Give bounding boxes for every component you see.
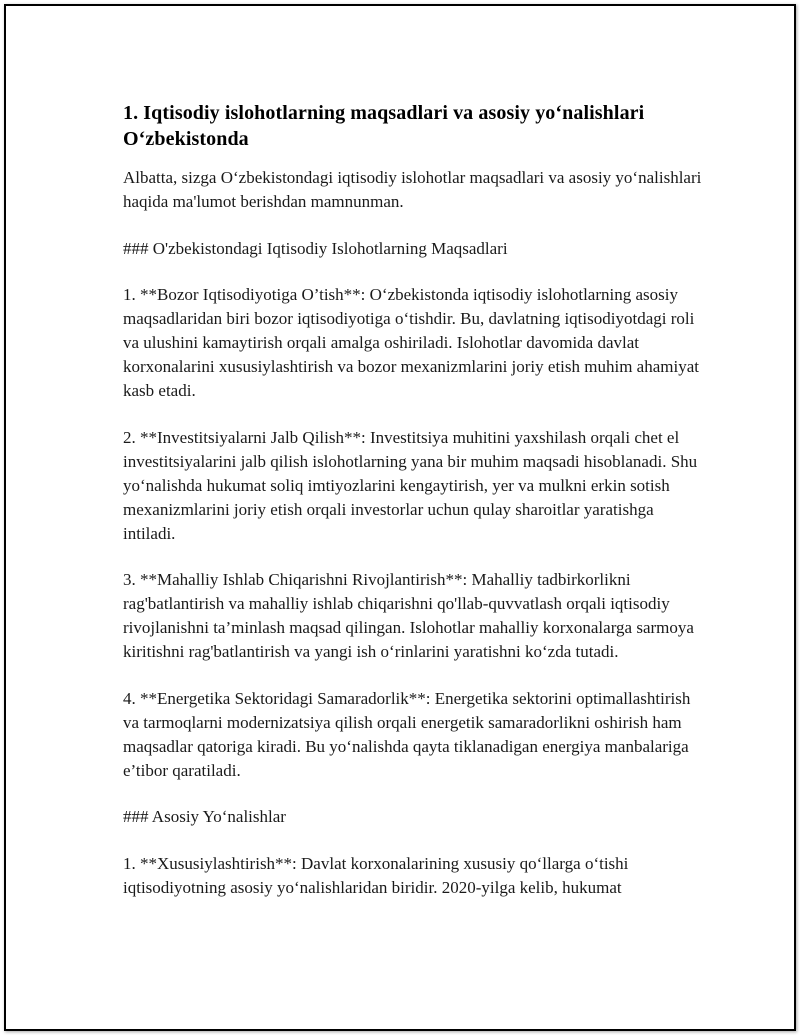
goal-item-local-production: 3. **Mahalliy Ishlab Chiqarishni Rivojlantirish**: Mahalliy tadbirkorlikni rag'batlantirish va mahalliy ishlab chiqarishni qo'llab-quvvatlash orqali iqtisodiy rivojlanishni ta’minlash maqsad qilingan. Islohotlar mahalliy korxonalarga sarmoya kiritishni rag'batlantirish va yangi ish o‘rinlarini yaratishni ko‘zda tutadi. <box>123 570 694 661</box>
section-heading-goals: ### O'zbekistondagi Iqtisodiy Islohotlarning Maqsadlari <box>123 238 508 258</box>
document-page <box>4 4 796 1031</box>
document-body <box>123 100 703 922</box>
goal-item-investments: 2. **Investitsiyalarni Jalb Qilish**: Investitsiya muhitini yaxshilash orqali chet el investitsiyalarini jalb qilish islohotlarning yana bir muhim maqsadi hisoblanadi. Shu yo‘nalishda hukumat soliq imtiyozlarini kengaytirish, yer va mulkni erkin sotish mexanizmlarini joriy etish orqali investorlar uchun qulay sharoitlar yaratishga intiladi. <box>123 427 698 543</box>
direction-item-privatization: 1. **Xususiylashtirish**: Davlat korxonalarining xususiy qo‘llarga o‘tishi iqtisodiyotning asosiy yo‘nalishlaridan biridir. 2020-yilga kelib, hukumat <box>123 853 629 897</box>
goal-item-energy-efficiency: 4. **Energetika Sektoridagi Samaradorlik**: Energetika sektorini optimallashtirish va tarmoqlarni modernizatsiya qilish orqali energetik samaradorlikni oshirish ham maqsadlar qatoriga kiradi. Bu yo‘nalishda qayta tiklanadigan energiya manbalariga e’tibor qaratiladi. <box>123 688 691 780</box>
intro-paragraph: Albatta, sizga O‘zbekistondagi iqtisodiy islohotlar maqsadlari va asosiy yo‘nalishlari haqida ma'lumot berishdan mamnunman. <box>123 168 702 211</box>
goal-item-market-economy: 1. **Bozor Iqtisodiyotiga O’tish**: O‘zbekistonda iqtisodiy islohotlarning asosiy maqsadlaridan biri bozor iqtisodiyotiga o‘tishdir. Bu, davlatning iqtisodiyotdagi roli va ulushini kamaytirish orqali amalga oshiriladi. Islohotlar davomida davlat korxonalarini xususiylashtirish va bozor mexanizmlarini joriy etish muhim ahamiyat kasb etadi. <box>123 285 699 400</box>
document-title: 1. Iqtisodiy islohotlarning maqsadlari va asosiy yo‘nalishlari O‘zbekistonda <box>123 102 645 150</box>
section-heading-directions: ### Asosiy Yo‘nalishlar <box>123 807 286 826</box>
